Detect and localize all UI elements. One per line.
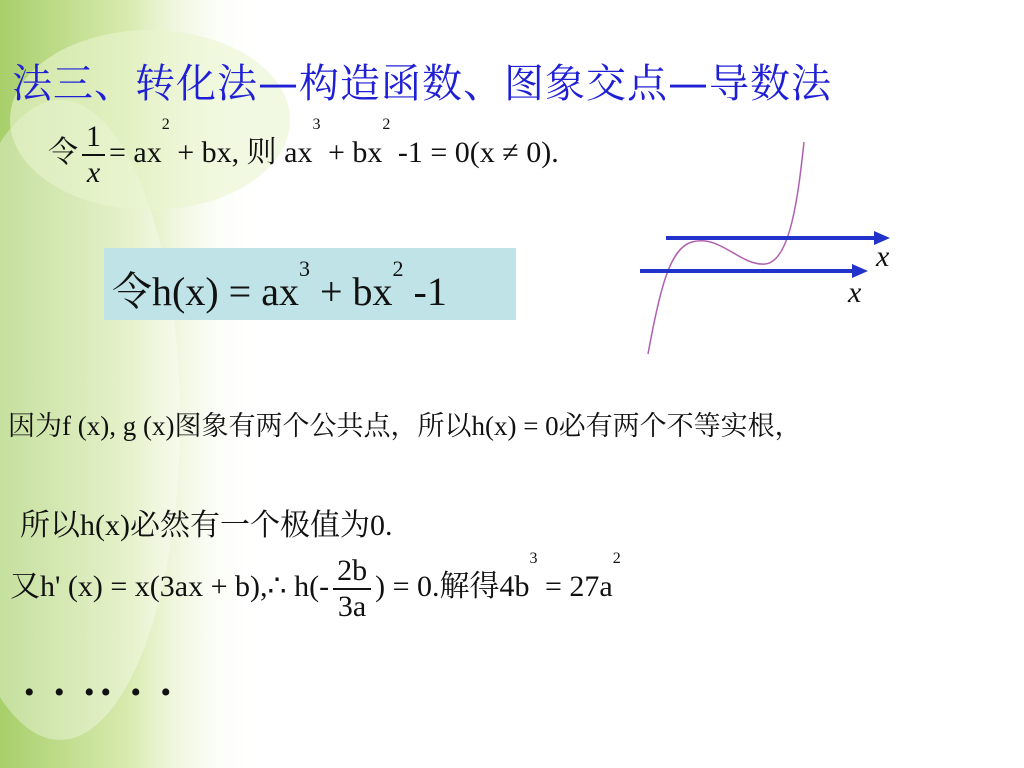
ellipsis-dots: • • •• • •	[24, 676, 178, 709]
eq4-part-b: ) = 0.解得4b	[375, 569, 530, 603]
exponent: 3	[529, 550, 538, 567]
eq4-part-a: 又h' (x) = x(3ax + b),∴ h(-	[10, 569, 330, 603]
fraction-denominator: 3a	[337, 590, 367, 623]
equation-line-1	[48, 116, 559, 190]
lower-line-label: x	[848, 276, 862, 309]
boxed-part-b: + bx	[309, 269, 393, 314]
highlighted-equation	[112, 256, 447, 317]
boxed-part-a: 令h(x) = ax	[112, 269, 299, 314]
boxed-part-c: -1	[403, 269, 447, 314]
fraction-2b-over-3a	[333, 554, 371, 624]
equation-line-2: 因为f (x), g (x)图象有两个公共点，所以h(x) = 0必有两个不等实根，	[8, 411, 802, 441]
exponent: 2	[392, 256, 404, 281]
eq1-part-c: + bx	[320, 135, 383, 169]
slide-title: 法三、转化法—构造函数、图象交点—导数法	[12, 61, 832, 107]
fraction-numerator: 1	[86, 120, 101, 153]
equation-line-3: 所以h(x)必然有一个极值为0.	[20, 509, 393, 542]
ling-char: 令	[48, 134, 78, 170]
highlighted-equation-box	[104, 248, 516, 320]
fraction-1-over-x	[82, 120, 105, 190]
exponent: 2	[382, 116, 391, 133]
exponent: 2	[161, 116, 170, 133]
upper-line-label: x	[876, 240, 890, 273]
cubic-curve	[648, 142, 804, 354]
exponent: 3	[312, 116, 321, 133]
equation-line-4	[10, 550, 621, 624]
eq1-part-a: = ax	[109, 135, 162, 169]
eq1-part-b: + bx, 则 ax	[169, 135, 313, 169]
eq1-part-d: -1 = 0(x ≠ 0).	[390, 135, 559, 169]
fraction-numerator: 2b	[337, 554, 368, 587]
exponent: 3	[298, 256, 310, 281]
cubic-graph	[630, 138, 910, 360]
exponent: 2	[612, 550, 621, 567]
eq4-part-c: = 27a	[537, 569, 613, 603]
fraction-denominator: x	[86, 156, 101, 189]
